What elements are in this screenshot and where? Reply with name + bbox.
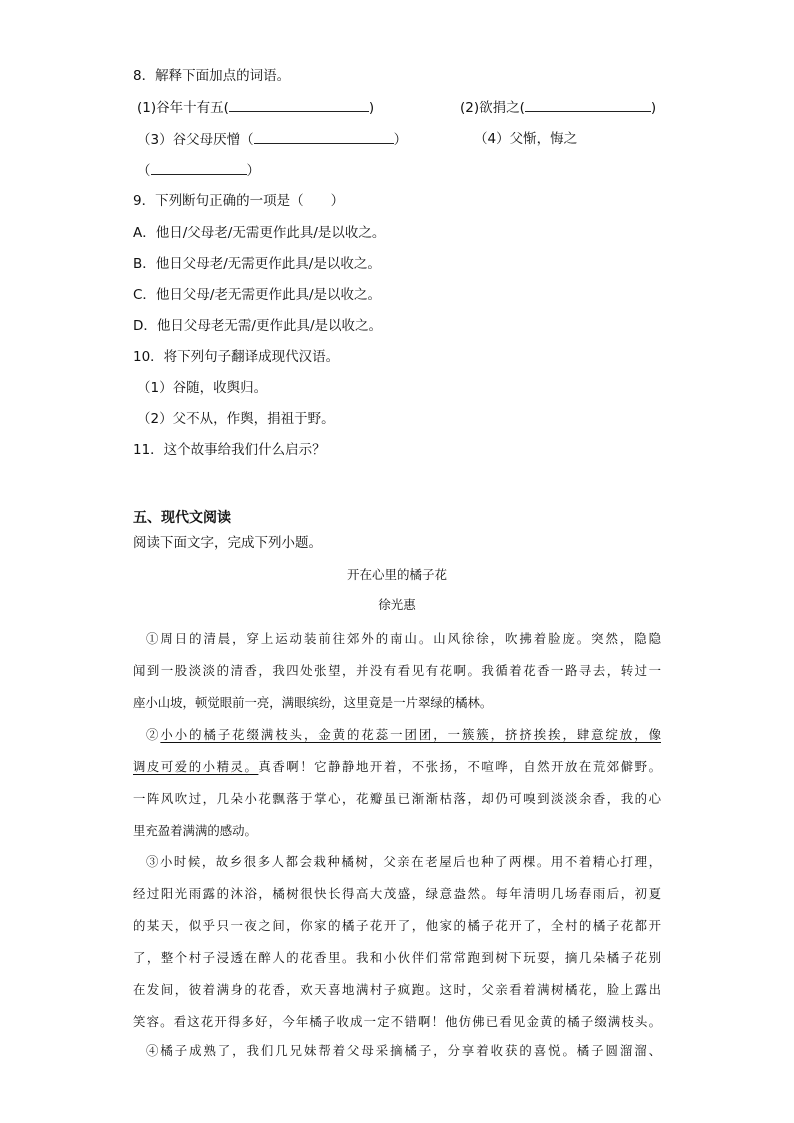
q8-item-3-blank[interactable] bbox=[254, 129, 394, 144]
q8-item-4: （4）父惭，悔之 bbox=[474, 131, 578, 147]
paragraph-line: 的某天，似乎只一夜之间，你家的橘子花开了，他家的橘子花开了，全村的橘子花都开 bbox=[133, 918, 661, 933]
q8-item-1-close: ) bbox=[368, 100, 375, 116]
paragraph-text: 真香啊！它静静地开着，不张扬，不喧哗，自然开放在荒郊僻野。 bbox=[258, 759, 661, 774]
paragraph-line: ①周日的清晨，穿上运动装前往郊外的南山。山风徐徐，吹拂着脸庞。突然，隐隐 bbox=[146, 631, 661, 646]
q8-item-3 bbox=[137, 129, 407, 150]
q8-item-2 bbox=[460, 97, 656, 118]
section-title: 五、现代文阅读 bbox=[133, 510, 231, 526]
q8-stem: 8．解释下面加点的词语。 bbox=[133, 68, 291, 84]
q8-item-1 bbox=[137, 97, 374, 118]
q8-item-2-text: (2)欲捐之( bbox=[460, 100, 525, 116]
q8-item-3-text: （3）谷父母厌憎（ bbox=[137, 132, 254, 148]
article-paragraph-1 bbox=[133, 623, 661, 719]
q8-item-4-close: ） bbox=[246, 163, 260, 179]
q10-item-2: （2）父不从，作舆，捐祖于野。 bbox=[137, 411, 335, 427]
paragraph-number: ② bbox=[146, 727, 161, 742]
q9-option-c: C．他日父母/老无需更作此具/是以收之。 bbox=[133, 287, 382, 303]
paragraph-line: ③小时候，故乡很多人都会栽种橘树，父亲在老屋后也种了两棵。用不着精心打理， bbox=[146, 854, 661, 869]
underlined-sentence: 调皮可爱的小精灵。 bbox=[133, 759, 259, 774]
section-instruction: 阅读下面文字，完成下列小题。 bbox=[133, 535, 322, 551]
q9-option-d: D．他日父母老无需/更作此具/是以收之。 bbox=[133, 318, 382, 334]
q9-option-b: B．他日父母老/无需更作此具/是以收之。 bbox=[133, 256, 381, 272]
article-paragraph-3 bbox=[133, 846, 661, 1038]
paragraph-line bbox=[133, 751, 661, 783]
paragraph-line: 里充盈着满满的感动。 bbox=[133, 823, 257, 838]
paragraph-line: ④橘子成熟了，我们几兄妹帮着父母采摘橘子，分享着收获的喜悦。橘子圆溜溜、 bbox=[146, 1043, 661, 1058]
q8-item-1-text: (1)谷年十有五( bbox=[137, 100, 229, 116]
q9-stem: 9．下列断句正确的一项是（ ） bbox=[133, 193, 345, 209]
q9-option-a: A．他日/父母老/无需更作此具/是以收之。 bbox=[133, 225, 386, 241]
q10-item-1: （1）谷随，收舆归。 bbox=[137, 380, 268, 396]
q11-stem: 11．这个故事给我们什么启示？ bbox=[133, 442, 326, 458]
q10-stem: 10．将下列句子翻译成现代汉语。 bbox=[133, 349, 340, 365]
paragraph-line: 笑容。看这花开得多好，今年橘子收成一定不错啊！他仿佛已看见金黄的橘子缀满枝头。 bbox=[133, 1014, 661, 1029]
paragraph-line: 座小山坡，顿觉眼前一亮，满眼缤纷，这里竟是一片翠绿的橘林。 bbox=[133, 695, 493, 710]
q8-item-2-blank[interactable] bbox=[525, 97, 651, 112]
paragraph-line: 一阵风吹过，几朵小花飘落于掌心，花瓣虽已渐渐枯落，却仍可嗅到淡淡余香，我的心 bbox=[133, 791, 661, 806]
underlined-sentence: 小小的橘子花缀满枝头，金黄的花蕊一团团，一簇簇，挤挤挨挨，肆意绽放，像 bbox=[160, 727, 661, 742]
paragraph-line: 了，整个村子浸透在醉人的花香里。我和小伙伴们常常跑到树下玩耍，摘几朵橘子花别 bbox=[133, 950, 661, 965]
paragraph-line: 在发间，彼着满身的花香，欢天喜地满村子疯跑。这时，父亲看着满树橘花，脸上露出 bbox=[133, 982, 661, 997]
article-paragraph-4 bbox=[133, 1035, 661, 1067]
paragraph-line bbox=[133, 719, 661, 751]
q8-item-4-blank[interactable] bbox=[151, 160, 247, 175]
article-paragraph-2 bbox=[133, 719, 661, 847]
q8-item-3-close: ） bbox=[393, 132, 408, 148]
paragraph-line: 闻到一股淡淡的清香，我四处张望，并没有看见有花啊。我循着花香一路寻去，转过一 bbox=[133, 663, 661, 678]
article-title: 开在心里的橘子花 bbox=[346, 567, 447, 582]
q8-item-4-answer bbox=[137, 160, 260, 181]
article-author: 徐光惠 bbox=[378, 597, 416, 612]
q8-item-1-blank[interactable] bbox=[229, 97, 369, 112]
q8-item-4-open: （ bbox=[137, 163, 151, 179]
q8-item-2-close: ) bbox=[650, 100, 657, 116]
paragraph-line: 经过阳光雨露的沐浴，橘树很快长得高大茂盛，绿意盎然。每年清明几场春雨后，初夏 bbox=[133, 886, 661, 901]
